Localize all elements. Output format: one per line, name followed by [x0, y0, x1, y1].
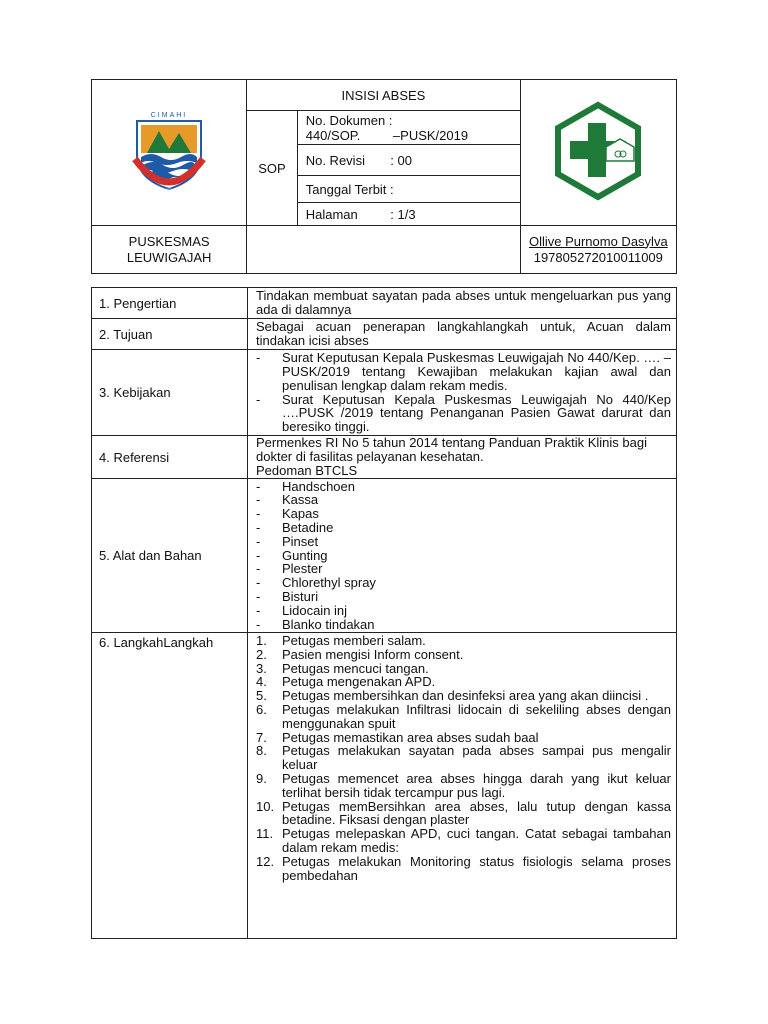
- sop-header-table: [91, 79, 677, 274]
- section-label: 2. Tujuan: [92, 319, 248, 350]
- document-number-label: No. Dokumen :: [305, 112, 393, 128]
- step-item: 4. Petuga mengenakan APD.: [256, 674, 436, 690]
- list-item: - Bisturi: [256, 588, 319, 604]
- issue-date: Tanggal Terbit :: [297, 176, 520, 203]
- step-item: 10. Petugas memBersihkan area abses, lalu tutup dengan kassa betadine. Fiksasi dengan plaster: [256, 798, 671, 828]
- step-item: 1. Petugas memberi salam.: [256, 633, 426, 648]
- section-text: Tindakan membuat sayatan pada abses untuk mengeluarkan pus yang ada di dalamnya: [248, 288, 677, 319]
- section-list-cell: [248, 350, 677, 436]
- svg-text:SALUYU NGAWANGUN JATI MANDIRI: SALUYU NGAWANGUN JATI MANDIRI: [137, 188, 201, 192]
- step-item: 9. Petugas memencet area abses hingga darah yang ikut keluar terlihat bersih tidak tercampur pus lagi.: [256, 770, 671, 800]
- langkah-list: [256, 634, 671, 882]
- list-item: - Gunting: [256, 547, 328, 563]
- document-number-value: 440/SOP. –PUSK/2019: [305, 127, 469, 143]
- section-label: 3. Kebijakan: [92, 350, 248, 436]
- alat-list: [256, 480, 671, 632]
- cimahi-logo-cell: [92, 80, 247, 226]
- reference-line: Permenkes RI No 5 tahun 2014 tentang Panduan Praktik Klinis bagi dokter di fasilitas pelayanan kesehatan.: [256, 435, 647, 465]
- cimahi-city-logo-icon: [129, 109, 209, 193]
- step-item: 3. Petugas mencuci tangan.: [256, 660, 429, 676]
- section-list-cell: [248, 436, 677, 479]
- row-alat: [92, 479, 677, 633]
- signer-name: Ollive Purnomo Dasylva: [528, 233, 668, 249]
- organization-line-1: PUSKESMAS: [128, 233, 210, 249]
- section-list-cell: [248, 479, 677, 633]
- step-item: 6. Petugas melakukan Infiltrasi lidocain di sekeliling abses dengan menggunakan spuit: [256, 701, 671, 731]
- sop-body-table: [91, 287, 677, 939]
- section-label: 4. Referensi: [92, 436, 248, 479]
- signer-nip: 197805272010011009: [533, 249, 663, 265]
- kebijakan-list: [256, 351, 671, 434]
- row-kebijakan: [92, 350, 677, 436]
- section-label: 5. Alat dan Bahan: [92, 479, 248, 633]
- section-text: Sebagai acuan penerapan langkahlangkah untuk, Acuan dalam tindakan icisi abses: [248, 319, 677, 350]
- list-item: - Blanko tindakan: [256, 616, 375, 632]
- reference-line: Pedoman BTCLS: [256, 462, 358, 478]
- section-list-cell: [248, 633, 677, 939]
- row-tujuan: [92, 319, 677, 350]
- list-item: - Plester: [256, 561, 323, 577]
- list-item: - Surat Keputusan Kepala Puskesmas Leuwigajah No 440/Kep ….PUSK /2019 tentang Penanganan Pasien Gawat darurat dan beresiko tinggi.: [256, 391, 671, 435]
- signature-block: [520, 226, 676, 274]
- section-label: 1. Pengertian: [92, 288, 248, 319]
- list-item: - Surat Keputusan Kepala Puskesmas Leuwigajah No 440/Kep. …. –PUSK/2019 tentang Kewajiban melakukan kajian awal dan penulisan lengkap dalam rekam medis.: [256, 350, 671, 393]
- row-pengertian: [92, 288, 677, 319]
- step-item: 12. Petugas melakukan Monitoring status fisiologis selama proses pembedahan: [256, 853, 671, 883]
- document-number: [297, 111, 520, 145]
- row-langkah: [92, 633, 677, 939]
- blank-cell: [247, 226, 520, 274]
- step-item: 11. Petugas melepaskan APD, cuci tangan. Catat sebagai tambahan dalam rekam medis:: [256, 826, 671, 855]
- sop-label: SOP: [247, 111, 297, 226]
- page-number: Halaman : 1/3: [297, 203, 520, 226]
- svg-text:CIMAHI: CIMAHI: [150, 112, 188, 119]
- organization-line-2: LEUWIGAJAH: [126, 249, 212, 265]
- list-item: - Betadine: [256, 520, 334, 535]
- organization-name: [92, 226, 247, 274]
- puskesmas-logo-icon: [548, 101, 648, 201]
- sop-title: INSISI ABSES: [247, 80, 520, 111]
- step-item: 2. Pasien mengisi Inform consent.: [256, 646, 464, 662]
- list-item: - Lidocain inj: [256, 602, 348, 618]
- step-item: 5. Petugas membersihkan dan desinfeksi area yang akan diincisi .: [256, 688, 649, 704]
- step-item: 7. Petugas memastikan area abses sudah baal: [256, 729, 539, 745]
- puskesmas-logo-cell: [520, 80, 676, 226]
- list-item: - Handschoen: [256, 478, 355, 494]
- section-label: 6. LangkahLangkah: [92, 633, 248, 939]
- revision-number: No. Revisi : 00: [297, 145, 520, 176]
- row-referensi: [92, 436, 677, 479]
- list-item: - Kapas: [256, 506, 319, 522]
- step-item: 8. Petugas melakukan sayatan pada abses sampai pus mengalir keluar: [256, 743, 671, 773]
- list-item: - Chlorethyl spray: [256, 575, 376, 591]
- list-item: - Pinset: [256, 533, 319, 549]
- list-item: - Kassa: [256, 492, 319, 508]
